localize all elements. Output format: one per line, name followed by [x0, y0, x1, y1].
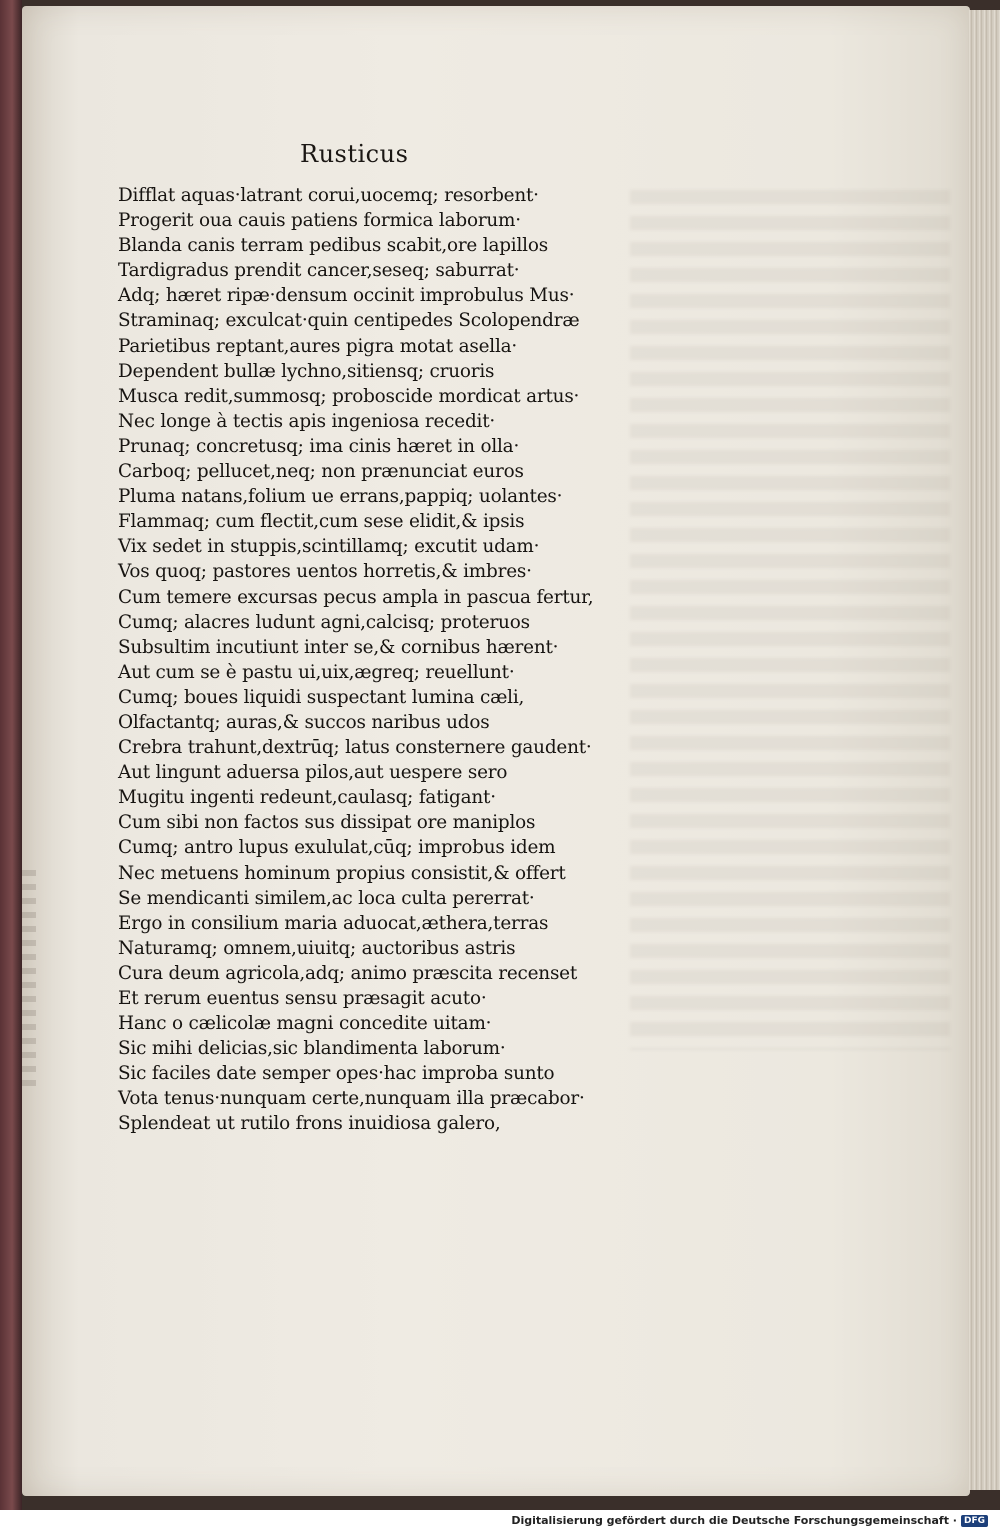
verse-line: Splendeat ut rutilo frons inuidiosa galero,	[118, 1113, 501, 1135]
verse-line: Aut lingunt aduersa pilos,aut uespere sero	[118, 762, 508, 784]
verse-line: Nec longe à tectis apis ingeniosa recedit·	[118, 410, 496, 432]
dfg-logo-icon: DFG	[961, 1515, 988, 1527]
verse-line: Vos quoq; pastores uentos horretis,& imbres·	[118, 561, 532, 583]
verse-line: Sic mihi delicias,sic blandimenta laborum·	[118, 1038, 506, 1060]
verse-line: Adq; hæret ripæ·densum occinit improbulus Mus·	[118, 285, 575, 307]
verse-line: Cura deum agricola,adq; animo præscita recenset	[118, 962, 578, 984]
show-through-text	[630, 190, 950, 1050]
verse-line: Subsultim incutiunt inter se,& cornibus hærent·	[118, 636, 559, 658]
verse-line: Vix sedet in stuppis,scintillamq; excutit udam·	[118, 536, 540, 558]
verse-line: Crebra trahunt,dextrūq; latus consternere gaudent·	[118, 737, 592, 759]
verse-line: Naturamq; omnem,uiuitq; auctoribus astris	[118, 937, 516, 959]
verse-line: Straminaq; exculcat·quin centipedes Scolopendræ	[118, 310, 580, 332]
facing-page-text	[22, 870, 36, 1090]
verse-line: Mugitu ingenti redeunt,caulasq; fatigant·	[118, 787, 496, 809]
verse-line: Tardigradus prendit cancer,seseq; saburrat·	[118, 260, 520, 282]
verse-line: Dependent bullæ lychno,sitiensq; cruoris	[118, 360, 495, 382]
verse-line: Cum temere excursas pecus ampla in pascua fertur,	[118, 586, 594, 608]
verse-line: Aut cum se è pastu ui,uix,ægreq; reuellunt·	[118, 661, 515, 683]
verse-line: Cum sibi non factos sus dissipat ore maniplos	[118, 812, 536, 834]
verse-line: Cumq; boues liquidi suspectant lumina cæli,	[118, 686, 525, 708]
verse-line: Et rerum euentus sensu præsagit acuto·	[118, 988, 487, 1009]
verse-line: Se mendicanti similem,ac loca culta pererrat·	[118, 887, 535, 909]
funding-credit-text: Digitalisierung gefördert durch die Deutsche Forschungsgemeinschaft ·	[511, 1514, 957, 1527]
verse-line: Difflat aquas·latrant corui,uocemq; resorbent·	[118, 185, 539, 206]
verse-line: Nec metuens hominum propius consistit,& offert	[118, 862, 566, 884]
verse-line: Sic faciles date semper opes·hac improba sunto	[118, 1063, 555, 1085]
verse-line: Carboq; pellucet,neq; non prænunciat euros	[118, 461, 524, 483]
footer-bar	[0, 1510, 1000, 1534]
verse-line: Pluma natans,folium ue errans,pappiq; uolantes·	[118, 486, 563, 508]
verse-line: Blanda canis terram pedibus scabit,ore lapillos	[118, 235, 548, 257]
verse-line: Progerit oua cauis patiens formica laborum·	[118, 210, 521, 232]
verse-line: Flammaq; cum flectit,cum sese elidit,& ipsis	[118, 511, 525, 533]
funding-credit	[511, 1514, 988, 1527]
verse-line: Olfactantq; auras,& succos naribus udos	[118, 711, 490, 733]
verse-line: Vota tenus·nunquam certe,nunquam illa præcabor·	[118, 1088, 585, 1110]
page-stack-edge	[968, 10, 1000, 1490]
verse-line: Prunaq; concretusq; ima cinis hæret in olla·	[118, 435, 520, 457]
running-head: Rusticus	[300, 140, 409, 168]
verse-line: Ergo in consilium maria aduocat,æthera,terras	[118, 912, 549, 934]
book-cover-edge	[0, 0, 22, 1510]
verse-text	[118, 183, 593, 1137]
verse-line: Cumq; alacres ludunt agni,calcisq; proteruos	[118, 611, 530, 633]
verse-line: Parietibus reptant,aures pigra motat asella·	[118, 335, 518, 357]
verse-line: Musca redit,summosq; proboscide mordicat artus·	[118, 385, 580, 407]
verse-line: Hanc o cælicolæ magni concedite uitam·	[118, 1013, 492, 1035]
verse-line: Cumq; antro lupus exululat,cūq; improbus idem	[118, 837, 556, 859]
